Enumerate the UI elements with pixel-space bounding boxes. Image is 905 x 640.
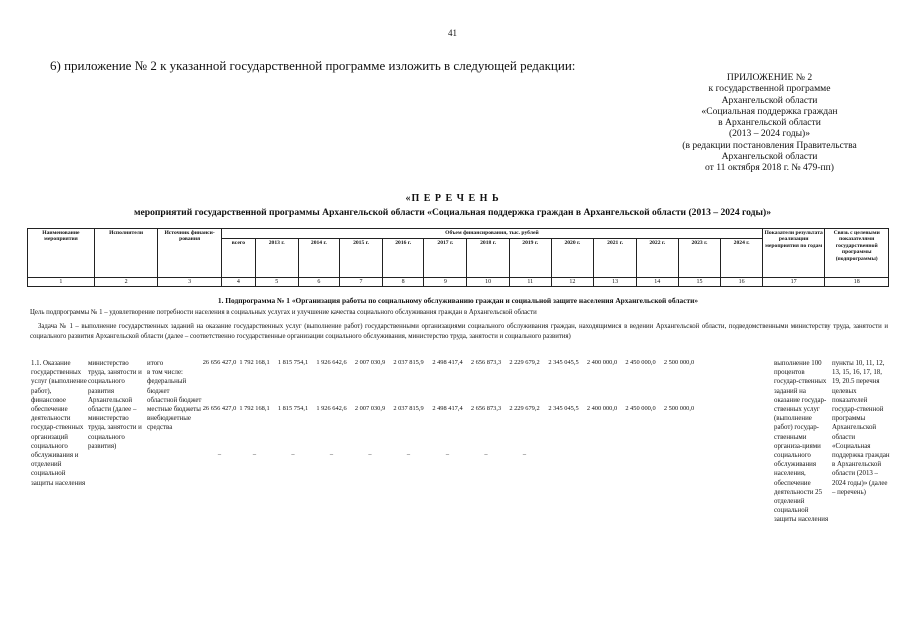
funding-value-total: 2 450 000,0 [625, 359, 656, 366]
funding-value-empty: – [445, 451, 450, 458]
page-number: 41 [448, 28, 457, 38]
funding-value-total: 2 345 045,5 [548, 359, 579, 366]
source-label: итого [147, 360, 164, 367]
appendix-line: (2013 – 2024 годы)» [728, 128, 811, 140]
funding-value-regional: 2 345 045,5 [548, 405, 579, 412]
appendix-line: (в редакции постановления Правительства [682, 139, 857, 151]
funding-value-total: 2 037 815,9 [393, 359, 424, 366]
funding-value-regional: 1 792 168,1 [239, 405, 270, 412]
column-number: 12 [551, 278, 594, 287]
subprogram-heading: 1. Подпрограмма № 1 «Организация работы по социальному обслуживанию граждан и социальной защите населения Архангельской области» [217, 296, 699, 305]
document-title: «П Е Р Е Ч Е Н Ь [405, 193, 500, 204]
funding-value-empty: – [217, 451, 222, 458]
header-exec: Исполнители [94, 229, 158, 278]
header-link: Связь с целевыми показателями государственной программы (подпрограммы) [825, 229, 889, 278]
source-label: федеральный бюджет [147, 378, 187, 395]
header-year: 2015 г. [340, 239, 383, 278]
target-indicator-link: пункты 10, 11, 12, 13, 15, 16, 17, 18, 19, 20.5 перечня целевых показателей государ-ственной программы Архангельской области «Социальная поддержка граждан в Архангельской области (2013 – 2024 годы)» (далее – перечень) [832, 360, 890, 496]
funding-value-empty: – [522, 451, 527, 458]
funding-value-regional: 2 229 679,2 [509, 405, 540, 412]
table-header [27, 228, 889, 287]
header-year: 2018 г. [467, 239, 510, 278]
funding-value-total: 1 792 168,1 [239, 359, 270, 366]
appendix-block [662, 72, 877, 174]
column-number: 10 [467, 278, 510, 287]
funding-value-empty: – [368, 451, 372, 458]
header-source: Источник финанси-рования [158, 229, 222, 278]
column-number: 4 [221, 278, 255, 287]
appendix-line: от 11 октября 2018 г. № 479-пп) [704, 162, 835, 174]
header-year: 2016 г. [382, 239, 424, 278]
funding-value-empty: – [484, 451, 488, 458]
source-label: местные бюджеты [147, 406, 201, 414]
funding-value-regional: 2 500 000,0 [663, 405, 695, 412]
funding-sources [147, 359, 205, 433]
funding-value-regional: 1 815 754,1 [277, 405, 309, 412]
activity-name: 1.1. Оказание государственных услуг (выполнение работ), финансовое обеспечение деятельности государ-ственных организаций социального обслуживания и отделений социальной защиты населения [31, 360, 87, 487]
funding-value-regional: 2 400 000,0 [586, 405, 618, 412]
funding-value-total: 2 400 000,0 [586, 359, 618, 366]
funding-value-regional: 2 656 873,3 [470, 405, 502, 412]
document-subtitle: мероприятий государственной программы Архангельской области «Социальная поддержка граждан в Архангельской области (2013 – 2024 годы)» [133, 207, 772, 218]
column-number: 3 [158, 278, 222, 287]
source-label: областной бюджет [147, 396, 202, 404]
funding-value-empty: – [329, 451, 334, 458]
funding-value-total: 1 815 754,1 [277, 359, 309, 366]
header-year: 2021 г. [594, 239, 637, 278]
column-number: 8 [382, 278, 424, 287]
funding-value-regional: 1 926 642,6 [316, 405, 347, 412]
appendix-line: Архангельской области [721, 151, 818, 163]
activity-executor: министерство труда, занятости и социального развития Архангельской области (далее – министерство труда, занятости и социального развития) [88, 360, 142, 450]
column-number: 1 [28, 278, 95, 287]
column-number: 6 [298, 278, 340, 287]
funding-value-regional: 2 498 417,4 [432, 405, 463, 412]
header-total: всего [221, 239, 255, 278]
appendix-line: к государственной программе [708, 83, 831, 95]
header-year: 2024 г. [721, 239, 763, 278]
column-number: 15 [678, 278, 721, 287]
column-number: 17 [762, 278, 824, 287]
header-year: 2017 г. [424, 239, 467, 278]
column-number: 7 [340, 278, 383, 287]
header-year: 2013 г. [255, 239, 298, 278]
column-number: 18 [825, 278, 889, 287]
column-number: 2 [94, 278, 158, 287]
appendix-line: ПРИЛОЖЕНИЕ № 2 [726, 72, 813, 83]
header-year: 2014 г. [298, 239, 340, 278]
column-number: 11 [509, 278, 551, 287]
funding-value-total: 2 498 417,4 [432, 359, 463, 366]
column-number: 13 [594, 278, 637, 287]
column-number: 9 [424, 278, 467, 287]
header-year: 2023 г. [678, 239, 721, 278]
appendix-line: Архангельской области [721, 94, 818, 106]
subprogram-goal: Цель подпрограммы № 1 – удовлетворение потребности населения в социальных услугах и улучшение качества социального обслуживания граждан в Архангельской области [30, 309, 537, 316]
header-name: Наименование мероприятия [28, 229, 95, 278]
appendix-line: в Архангельской области [718, 117, 821, 129]
funding-value-regional: 2 007 030,9 [354, 405, 386, 412]
source-label: внебюджетные средства [147, 415, 191, 432]
column-number: 5 [255, 278, 298, 287]
intro-paragraph: 6) приложение № 2 к указанной государственной программе изложить в следующей редакции: [50, 58, 576, 73]
column-number: 14 [636, 278, 678, 287]
funding-value-total: 2 229 679,2 [509, 359, 540, 366]
funding-value-empty: – [252, 451, 257, 458]
funding-value-regional: 2 037 815,9 [393, 405, 424, 412]
funding-value-regional: 2 450 000,0 [625, 405, 656, 412]
result-indicators: выполнение 100 процентов государ-ственных заданий на оказание государ-ственных услуг (выполнение работ) государ-ственными организа-циями социального обслуживания населения, обеспечение деятельности 25 отделений социальной защиты населения [774, 360, 829, 524]
funding-value-empty: – [406, 451, 411, 458]
header-year: 2020 г. [551, 239, 594, 278]
funding-value-empty: – [291, 451, 295, 458]
funding-value-total: 1 926 642,6 [316, 359, 347, 366]
header-funding: Объем финансирования, тыс. рублей [221, 229, 762, 239]
appendix-line: «Социальная поддержка граждан [701, 105, 838, 117]
funding-value-total: 2 500 000,0 [663, 359, 695, 366]
funding-value-total: 26 656 427,0 [202, 359, 237, 366]
header-indicators: Показатели результата реализации мероприятия по годам [762, 229, 824, 278]
funding-value-total: 2 007 030,9 [354, 359, 386, 366]
header-year: 2022 г. [636, 239, 678, 278]
column-number: 16 [721, 278, 763, 287]
funding-value-total: 2 656 873,3 [470, 359, 502, 366]
source-label: в том числе: [147, 369, 183, 377]
subprogram-task: Задача № 1 – выполнение государственных заданий на оказание государственных услуг (выполнение работ) государственными организациями социального обслуживания граждан, находящимися в ведении Архангельской области, подведомственными министерству труда, занятости и социального развития Архангельской области (далее – соответственно государственные организации социального обслуживания, министерство труда, занятости и социального развития) [30, 323, 888, 340]
funding-value-regional: 26 656 427,0 [202, 405, 237, 412]
header-year: 2019 г. [509, 239, 551, 278]
